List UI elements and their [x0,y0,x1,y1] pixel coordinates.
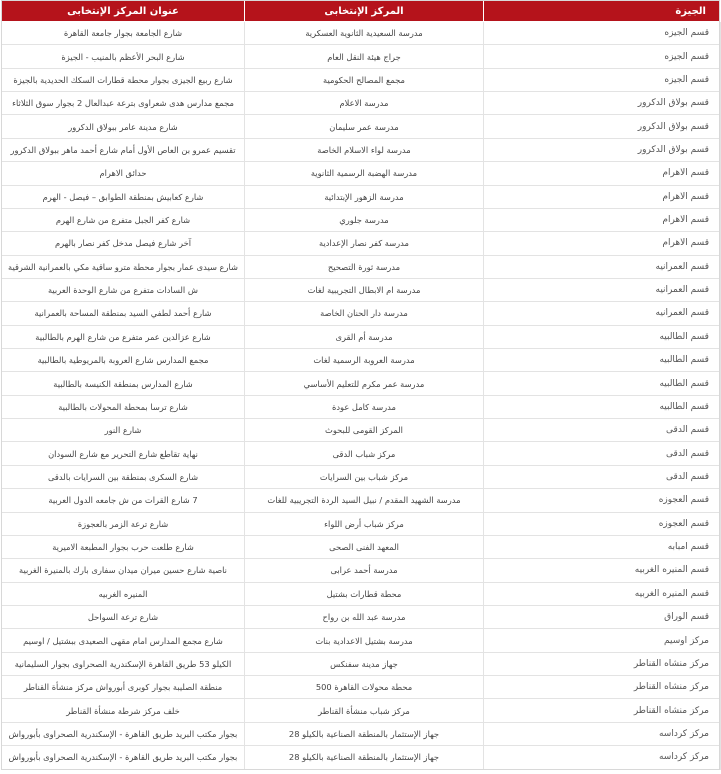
table-row [2,395,721,418]
cell-governorate: قسم بولاق الدكرور [484,115,721,138]
cell-polling-center: مدرسة الشهيد المقدم / نبيل السيد الردة التجريبية للغات [245,489,484,512]
cell-polling-center: مدرسة جلوري [245,208,484,231]
cell-governorate: قسم المنيره الغربيه [484,582,721,605]
cell-polling-center: مدرسة أحمد عرابى [245,559,484,582]
cell-polling-center: جهاز مدينة سفنكس [245,652,484,675]
cell-polling-center: مركز شباب الدقى [245,442,484,465]
table-row [2,22,721,45]
cell-governorate: قسم الطالبيه [484,395,721,418]
table-row [2,138,721,161]
cell-address: حدائق الاهرام [2,162,245,185]
cell-governorate: قسم المنيره الغربيه [484,559,721,582]
cell-address: خلف مركز شرطة منشأة القناطر [2,699,245,722]
cell-governorate: قسم الوراق [484,605,721,628]
table-row [2,302,721,325]
cell-address: شارع ترعة الزمر بالعجوزة [2,512,245,535]
cell-address: تقسيم عمرو بن العاص الأول أمام شارع أحمد ماهر ببولاق الدكرور [2,138,245,161]
cell-address: شارع طلعت حرب بجوار المطبعة الاميرية [2,535,245,558]
cell-address: آخر شارع فيصل مدخل كفر نصار بالهرم [2,232,245,255]
cell-polling-center: مدرسة الزهور الإبتدائية [245,185,484,208]
table-row [2,419,721,442]
cell-address: المنيره الغربيه [2,582,245,605]
cell-governorate: مركز كرداسه [484,746,721,769]
cell-polling-center: مدرسة عمر سليمان [245,115,484,138]
table-row [2,255,721,278]
table-row [2,465,721,488]
cell-polling-center: مدرسة كامل عودة [245,395,484,418]
cell-address: نهاية تقاطع شارع التحرير مع شارع السودان [2,442,245,465]
cell-address: ناصية شارع حسين ميران ميدان سفارى بارك بالمنيرة الغربية [2,559,245,582]
cell-governorate: قسم الجيزه [484,68,721,91]
polling-centers-table-wrapper [1,0,720,770]
cell-polling-center: جهاز الإستثمار بالمنطقة الصناعية بالكيلو 28 [245,746,484,769]
table-row [2,582,721,605]
table-row [2,442,721,465]
table-header [2,1,721,22]
table-row [2,185,721,208]
cell-polling-center: المعهد الفنى الصحى [245,535,484,558]
table-row [2,92,721,115]
cell-governorate: قسم العمرانيه [484,302,721,325]
cell-address: مجمع المدارس شارع العروبة بالمريوطية بالطالبية [2,349,245,372]
cell-governorate: مركز منشاه القناطر [484,699,721,722]
cell-governorate: قسم الطالبيه [484,349,721,372]
cell-polling-center: مدرسة السعيدية الثانوية العسكرية [245,22,484,45]
polling-centers-table [1,0,721,770]
cell-address: بجوار مكتب البريد طريق القاهرة - الإسكندرية الصحراوى بأبورواش [2,722,245,745]
table-row [2,535,721,558]
cell-governorate: مركز اوسيم [484,629,721,652]
cell-polling-center: مدرسة الاعلام [245,92,484,115]
table-row [2,115,721,138]
cell-address: شارع البحر الأعظم بالمنيب - الجيزة [2,45,245,68]
table-row [2,208,721,231]
cell-polling-center: مدرسة عمر مكرم للتعليم الأساسي [245,372,484,395]
cell-governorate: قسم بولاق الدكرور [484,92,721,115]
cell-address: ش السادات متفرع من شارع الوحدة العربية [2,278,245,301]
cell-address: شارع كفر الجبل متفرع من شارع الهرم [2,208,245,231]
cell-polling-center: مركز شباب منشأة القناطر [245,699,484,722]
table-row [2,232,721,255]
cell-governorate: قسم الدقى [484,465,721,488]
table-row [2,45,721,68]
cell-governorate: قسم العجوزه [484,489,721,512]
cell-address: شارع عزالدين عمر متفرع من شارع الهرم بالطالبية [2,325,245,348]
header-governorate: الجيزة [484,1,721,22]
cell-governorate: مركز كرداسه [484,722,721,745]
cell-address: شارع ترسا بمحطة المحولات بالطالبية [2,395,245,418]
cell-address: شارع الجامعة بجوار جامعة القاهرة [2,22,245,45]
table-row [2,372,721,395]
cell-polling-center: مدرسة الهضبة الرسمية الثانوية [245,162,484,185]
table-row [2,676,721,699]
table-row [2,512,721,535]
cell-polling-center: محطة قطارات بشتيل [245,582,484,605]
cell-address: بجوار مكتب البريد طريق القاهرة - الإسكندرية الصحراوى بأبورواش [2,746,245,769]
cell-polling-center: مدرسة بشتيل الاعدادية بنات [245,629,484,652]
table-row [2,559,721,582]
cell-address: شارع مدينة عامر ببولاق الدكرور [2,115,245,138]
cell-address: شارع أحمد لطفي السيد بمنطقة المساحة بالعمرانية [2,302,245,325]
table-row [2,68,721,91]
cell-polling-center: مدرسة لواء الاسلام الخاصة [245,138,484,161]
cell-governorate: قسم بولاق الدكرور [484,138,721,161]
table-row [2,722,721,745]
table-row [2,349,721,372]
cell-polling-center: مدرسة ثورة التصحيح [245,255,484,278]
cell-governorate: قسم العجوزه [484,512,721,535]
cell-governorate: قسم الاهرام [484,208,721,231]
cell-governorate: قسم امبابه [484,535,721,558]
cell-address: شارع كعابيش بمنطقة الطوابق – فيصل - الهرم [2,185,245,208]
cell-governorate: مركز منشاه القناطر [484,652,721,675]
table-row [2,325,721,348]
cell-address: شارع السكرى بمنطقة بين السرايات بالدقى [2,465,245,488]
cell-governorate: قسم الطالبيه [484,372,721,395]
cell-governorate: قسم الاهرام [484,232,721,255]
cell-address: منطقة الصليبة بجوار كوبرى أبورواش مركز منشأة القناطر [2,676,245,699]
cell-governorate: قسم الطالبيه [484,325,721,348]
cell-polling-center: مدرسة دار الحنان الخاصة [245,302,484,325]
table-row [2,605,721,628]
table-row [2,652,721,675]
table-row [2,278,721,301]
cell-governorate: قسم الدقى [484,442,721,465]
cell-address: شارع ربيع الجيزى بجوار محطة قطارات السكك الحديدية بالجيزة [2,68,245,91]
cell-polling-center: مدرسة العروبة الرسمية لغات [245,349,484,372]
table-row [2,489,721,512]
header-address: عنوان المركز الإنتخابى [2,1,245,22]
cell-polling-center: مدرسة عبد الله بن رواح [245,605,484,628]
cell-address: شارع النور [2,419,245,442]
cell-address: 7 شارع القرات من ش جامعه الدول العربية [2,489,245,512]
cell-governorate: قسم الاهرام [484,185,721,208]
cell-governorate: مركز منشاه القناطر [484,676,721,699]
table-body [2,22,721,770]
cell-polling-center: مدرسة ام الابطال التجريبية لغات [245,278,484,301]
cell-governorate: قسم الجيزه [484,22,721,45]
cell-address: الكيلو 53 طريق القاهرة الإسكندرية الصحراوى بجوار السليمانية [2,652,245,675]
cell-governorate: قسم الاهرام [484,162,721,185]
cell-polling-center: مدرسة كفر نصار الإعدادية [245,232,484,255]
header-row [2,1,721,22]
cell-polling-center: جهاز الإستثمار بالمنطقة الصناعية بالكيلو 28 [245,722,484,745]
cell-address: مجمع مدارس هدى شعراوى بترعة عبدالعال 2 بجوار سوق الثلاثاء [2,92,245,115]
cell-address: شارع سيدى عمار بجوار محطة مترو ساقية مكي بالعمرانية الشرقية [2,255,245,278]
cell-polling-center: مركز شباب أرض اللواء [245,512,484,535]
cell-polling-center: مجمع المصالح الحكومية [245,68,484,91]
cell-governorate: قسم العمرانيه [484,255,721,278]
cell-polling-center: مدرسة أم القرى [245,325,484,348]
cell-governorate: قسم العمرانيه [484,278,721,301]
cell-polling-center: مركز شباب بين السرايات [245,465,484,488]
table-row [2,699,721,722]
cell-polling-center: المركز القومى للبحوث [245,419,484,442]
table-row [2,162,721,185]
cell-polling-center: محطة محولات القاهرة 500 [245,676,484,699]
table-row [2,629,721,652]
cell-address: شارع المدارس بمنطقة الكنيسة بالطالبية [2,372,245,395]
cell-polling-center: جراج هيئة النقل العام [245,45,484,68]
cell-governorate: قسم الجيزه [484,45,721,68]
table-row [2,746,721,769]
cell-address: شارع ترعة السواحل [2,605,245,628]
header-center: المركز الإنتخابى [245,1,484,22]
cell-address: شارع مجمع المدارس امام مقهى الصعيدى ببشتيل / اوسيم [2,629,245,652]
cell-governorate: قسم الدقى [484,419,721,442]
